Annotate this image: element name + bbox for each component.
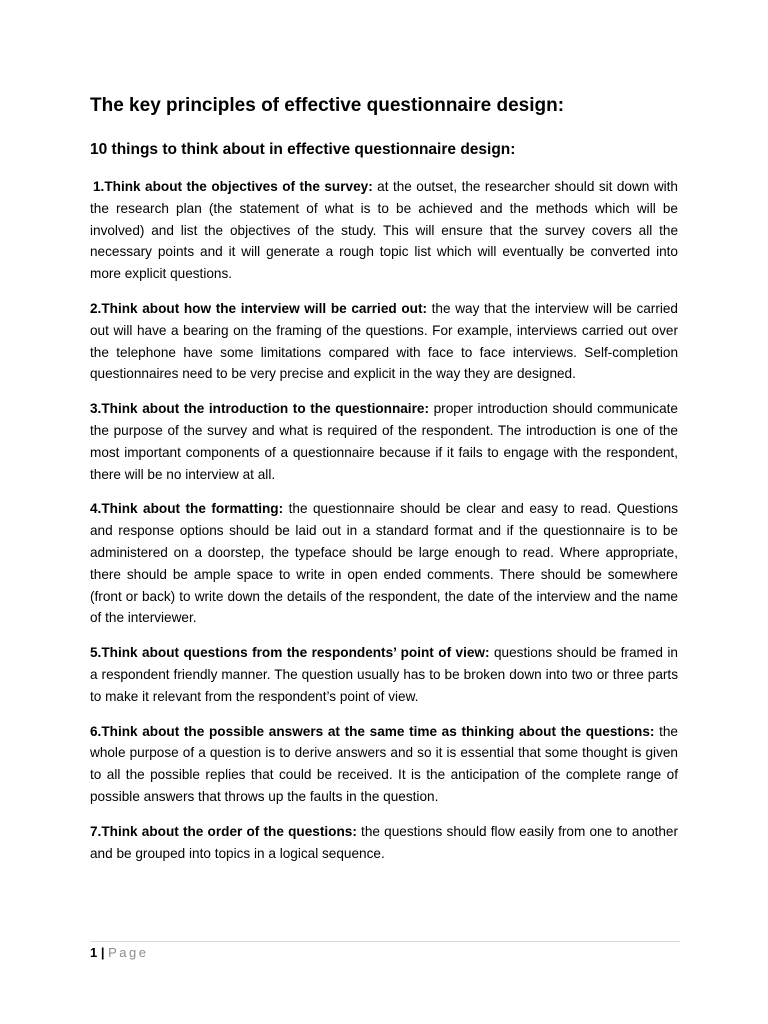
document-content: [90, 92, 678, 877]
page-number: 1: [90, 945, 98, 960]
principle-heading: 2.Think about how the interview will be carried out:: [90, 300, 428, 316]
principle-body: the whole purpose of a question is to derive answers and so it is essential that some thought is given to all the possible replies that could be received. It is the anticipation of the complete range of possible answers that throws up the faults in the question.: [90, 723, 678, 804]
page-footer: [90, 941, 680, 962]
principle-body: the way that the interview will be carried out will have a bearing on the framing of the questions. For example, interviews carried out over the telephone have some limitations compared with face to face interviews. Self-completion questionnaires need to be very precise and explicit in the way they are designed.: [90, 300, 678, 382]
principle-item-1: [90, 176, 678, 285]
principle-item-5: [90, 642, 678, 707]
principle-body: proper introduction should communicate the purpose of the survey and what is required of the respondent. The introduction is one of the most important components of a questionnaire because if it fails to engage with the respondent, there will be no interview at all.: [90, 401, 678, 482]
principle-body: the questionnaire should be clear and easy to read. Questions and response options should be laid out in a standard format and if the questionnaire is to be administered on a doorstep, the typeface should be large enough to read. Where appropriate, there should be ample space to write in open ended comments. There should be somewhere (front or back) to write down the details of the respondent, the date of the interview and the name of the interviewer.: [90, 501, 678, 626]
document-subtitle: 10 things to think about in effective questionnaire design:: [90, 141, 516, 158]
principle-item-4: [90, 498, 678, 629]
principle-heading: 5.Think about questions from the respondents’ point of view:: [90, 645, 490, 661]
principle-item-3: [90, 398, 678, 485]
document-title: The key principles of effective questionnaire design:: [90, 95, 565, 116]
principle-item-7: [90, 821, 678, 865]
principle-body: at the outset, the researcher should sit down with the research plan (the statement of what is to be achieved and the methods which will be involved) and list the objectives of the study. This will ensure that the survey covers all the necessary points and it will generate a rough topic list which will eventually be converted into more explicit questions.: [90, 179, 678, 282]
principle-body: questions should be framed in a respondent friendly manner. The question usually has to be broken down into two or three parts to make it relevant from the respondent’s point of view.: [90, 645, 678, 704]
principle-heading: 7.Think about the order of the questions:: [90, 823, 357, 839]
principle-item-6: [90, 721, 678, 808]
principle-heading: 4.Think about the formatting:: [90, 501, 284, 517]
page-label: Page: [108, 945, 149, 960]
principle-heading: 3.Think about the introduction to the questionnaire:: [90, 401, 429, 417]
principle-heading: 1.Think about the objectives of the survey:: [93, 179, 373, 194]
principle-body: the questions should flow easily from one to another and be grouped into topics in a logical sequence.: [90, 823, 678, 861]
principle-heading: 6.Think about the possible answers at the same time as thinking about the questions:: [90, 723, 655, 739]
principle-item-2: [90, 298, 678, 385]
page-separator: |: [97, 945, 109, 960]
